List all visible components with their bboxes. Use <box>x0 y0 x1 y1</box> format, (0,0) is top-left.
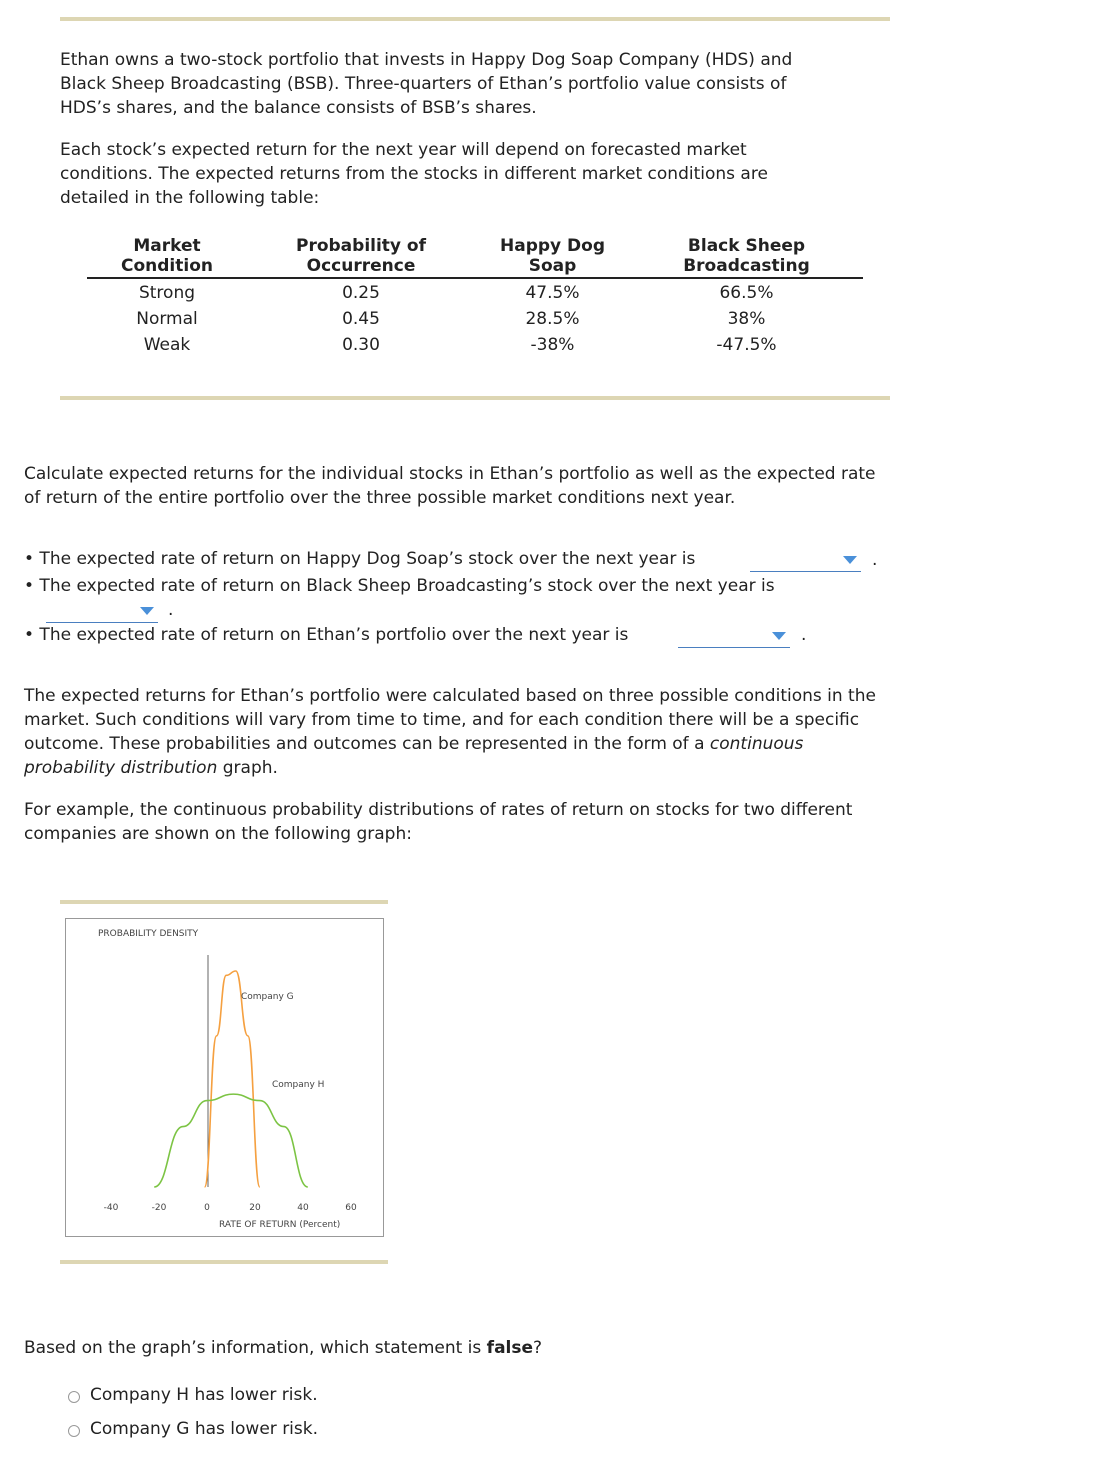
intro-paragraph-2: Each stock’s expected return for the next year will depend on forecasted market conditions. The expected returns from the stocks in different market conditions are detailed in the following table: <box>60 140 768 208</box>
table-bottom-divider <box>60 396 890 400</box>
table-cell: 0.45 <box>342 309 380 329</box>
bullet-hds-return: • The expected rate of return on Happy Dog Soap’s stock over the next year is <box>24 549 696 569</box>
table-row <box>87 280 863 306</box>
period: . <box>168 600 174 620</box>
chart-bottom-divider <box>60 1260 388 1264</box>
returns-table <box>87 236 863 358</box>
portfolio-return-dropdown[interactable] <box>678 625 790 648</box>
x-tick-label: 20 <box>249 1203 261 1213</box>
chevron-down-icon <box>843 556 857 564</box>
table-cell: 0.25 <box>342 283 380 303</box>
table-cell: 28.5% <box>525 309 580 329</box>
header-black-sheep: Black Sheep Broadcasting <box>683 236 810 276</box>
annotation-company-g: Company G <box>241 992 294 1002</box>
distribution-paragraph: The expected returns for Ethan’s portfolio were calculated based on three possible conditions in the market. Such conditions will vary from time to time, and for each condition there will be a specific outcome. These probabilities and outcomes can be represented in the form of a continuous probability distribution graph. <box>24 686 876 778</box>
x-tick-label: -20 <box>151 1203 167 1213</box>
chart-svg <box>66 919 383 1236</box>
table-cell: 47.5% <box>525 283 580 303</box>
chevron-down-icon <box>772 632 786 640</box>
header-probability: Probability of Occurrence <box>295 236 426 276</box>
x-axis-label: RATE OF RETURN (Percent) <box>219 1220 341 1230</box>
chevron-down-icon <box>140 607 154 615</box>
probability-distribution-chart <box>65 918 384 1237</box>
table-cell: 0.30 <box>342 335 380 355</box>
bullet-portfolio-return: • The expected rate of return on Ethan’s portfolio over the next year is <box>24 625 629 645</box>
annotation-company-h: Company H <box>272 1080 325 1090</box>
table-header <box>87 236 863 279</box>
x-tick-label: -40 <box>103 1203 119 1213</box>
bsb-return-dropdown[interactable] <box>46 600 158 623</box>
calculate-instruction: Calculate expected returns for the individual stocks in Ethan’s portfolio as well as the expected rate of return of the entire portfolio over the three possible market conditions next year. <box>24 464 876 508</box>
period: . <box>801 625 807 645</box>
example-paragraph: For example, the continuous probability distributions of rates of return on stocks for two different companies are shown on the following graph: <box>24 800 853 844</box>
header-market-condition: Market Condition <box>121 236 213 276</box>
radio-button[interactable] <box>68 1391 80 1403</box>
table-row <box>87 332 863 358</box>
table-cell: Strong <box>138 283 196 303</box>
intro-paragraph-1: Ethan owns a two-stock portfolio that invests in Happy Dog Soap Company (HDS) and Black Sheep Broadcasting (BSB). Three-quarters of Ethan’s portfolio value consists of HDS’s shares, and the balance consists of BSB’s shares. <box>60 50 793 118</box>
table-cell: 38% <box>727 309 766 329</box>
period: . <box>872 550 878 570</box>
x-tick-labels <box>104 1203 357 1213</box>
hds-return-dropdown[interactable] <box>750 549 861 572</box>
x-tick-label: 60 <box>345 1203 357 1213</box>
table-cell: Weak <box>143 335 191 355</box>
question-text: Based on the graph’s information, which statement is false? <box>24 1338 543 1358</box>
table-cell: -47.5% <box>716 335 777 355</box>
bullet-bsb-return: • The expected rate of return on Black Sheep Broadcasting’s stock over the next year is <box>24 576 775 596</box>
table-row <box>87 306 863 332</box>
table-cell: -38% <box>530 335 575 355</box>
series-line-company-g <box>205 971 260 1187</box>
chart-series <box>154 971 308 1187</box>
table-cell: Normal <box>136 309 198 329</box>
chart-top-divider <box>60 900 388 904</box>
table-cell: 66.5% <box>719 283 774 303</box>
x-tick-label: 0 <box>204 1203 210 1213</box>
radio-button[interactable] <box>68 1425 80 1437</box>
x-tick-label: 40 <box>297 1203 309 1213</box>
top-divider <box>60 17 890 21</box>
y-axis-label: PROBABILITY DENSITY <box>98 929 199 939</box>
series-line-company-h <box>154 1094 308 1187</box>
header-happy-dog-soap: Happy Dog Soap <box>500 236 605 276</box>
option-company-g[interactable]: Company G has lower risk. <box>68 1417 318 1441</box>
option-company-h[interactable]: Company H has lower risk. <box>68 1383 318 1407</box>
